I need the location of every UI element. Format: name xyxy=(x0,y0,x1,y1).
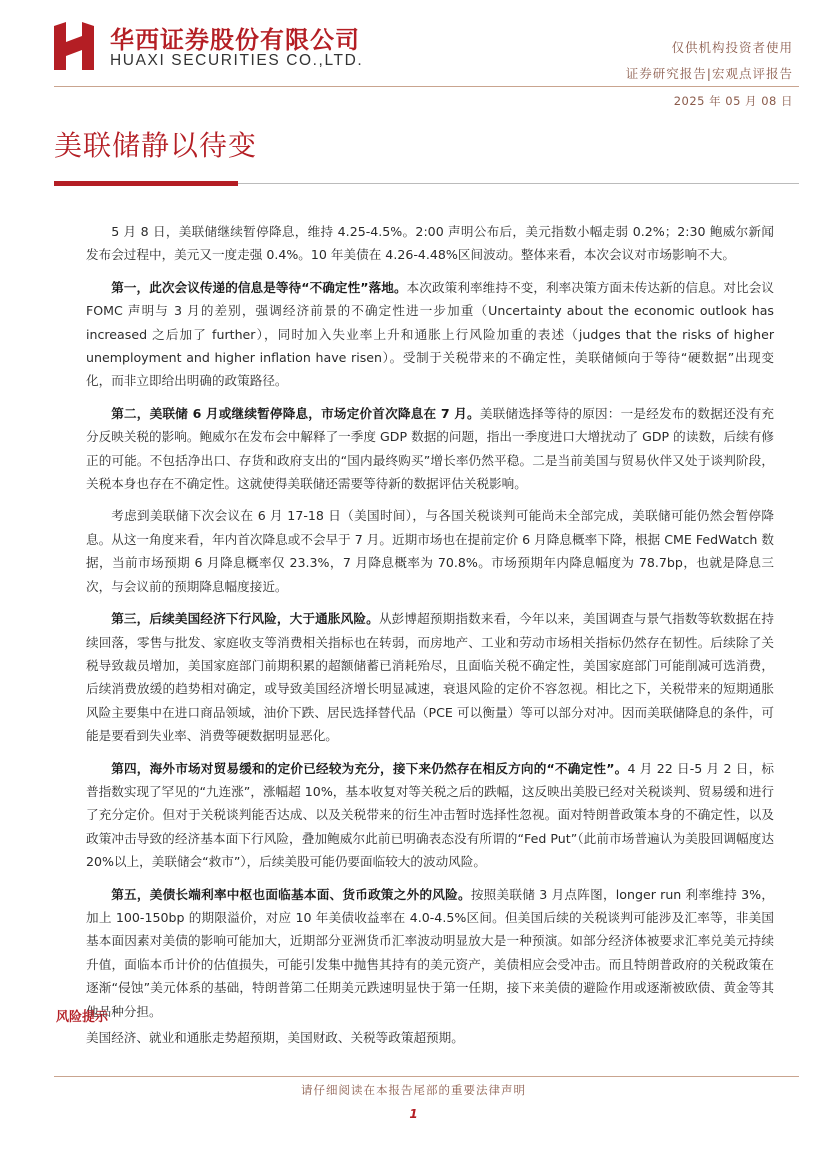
risk-heading: 风险提示 xyxy=(56,1010,109,1025)
paragraph: 5 月 8 日，美联储继续暂停降息，维持 4.25-4.5%。2:00 声明公布后，美元指数小幅走弱 0.2%；2:30 鲍威尔新闻发布会过程中，美元又一度走强 0.4%。10 年美债在 4.26-4.48%区间波动。整体来看，本次会议对市场影响不大。 xyxy=(86,224,774,263)
paragraph: 第三，后续美国经济下行风险，大于通胀风险。从彭博超预期指数来看，今年以来，美国调查与景气指数等软数据在持续回落，零售与批发、家庭收支等消费相关指标也在转弱，而房地产、工业和劳动市场相关指标仍然存在韧性。后续除了关税导致裁员增加，美国家庭部门前期积累的超额储蓄已消耗殆尽，且面临关税不确定性，美国家庭部门可能削减可选消费，后续消费放缓的趋势相对确定，或导致美国经济增长明显减速，衰退风险的定价不容忽视。相比之下，关税带来的短期通胀风险主要集中在进口商品领域，油价下跌、居民选择替代品（PCE 可以衡量）等可以部分对冲。因而美联储降息的条件，可能是要看到失业率、消费等硬数据明显恶化。 xyxy=(86,611,775,744)
company-name-cn: 华西证券股份有限公司 xyxy=(110,25,360,54)
paragraph: 考虑到美联储下次会议在 6 月 17-18 日（美国时间），与各国关税谈判可能尚未全部完成，美联储可能仍然会暂停降息。从这一角度来看，年内首次降息或不会早于 7 月。近期市场也在提前定价 6 月降息概率下降，根据 CME FedWatch 数据，当前市场预期 6 月降息概率仅 23.3%，7 月降息概率为 70.8%。市场预期年内降息幅度为 78.7bp，也就是降息三次，与会议前的预期降息幅度接近。 xyxy=(86,508,774,594)
report-body xyxy=(86,220,774,1032)
paragraph: 第二，美联储 6 月或继续暂停降息，市场定价首次降息在 7 月。美联储选择等待的原因：一是经发布的数据还没有充分反映关税的影响。鲍威尔在发布会中解释了一季度 GDP 数据的问题，指出一季度进口大增扰动了 GDP 的读数，后续有修正的可能。不包括净出口、存货和政府支出的“国内最终购买”增长率仍然平稳。二是当前美国与贸易伙伴又处于谈判阶段，关税本身也存在不确定性。这就使得美联储还需要等待新的数据评估关税影响。 xyxy=(86,405,774,492)
report-title: 美联储静以待变 xyxy=(54,129,258,162)
footer-divider xyxy=(54,1076,799,1077)
header-divider xyxy=(54,86,799,87)
title-underline xyxy=(54,181,799,186)
page-number: 1 xyxy=(409,1107,418,1121)
risk-text: 美国经济、就业和通胀走势超预期，美国财政、关税等政策超预期。 xyxy=(86,1030,464,1045)
company-name-en: HUAXI SECURITIES CO.,LTD. xyxy=(110,52,364,69)
huaxi-logo-icon xyxy=(54,22,94,70)
investor-only-tag: 仅供机构投资者使用 xyxy=(671,40,793,55)
paragraph: 第五，美债长端利率中枢也面临基本面、货币政策之外的风险。按照美联储 3 月点阵图，longer run 利率维持 3%，加上 100-150bp 的期限溢价，对应 10 年美债收益率在 4.0-4.5%区间。但美国后续的关税谈判可能涉及汇率等，非美国基本面因素对美债的影响可能加大，近期部分亚洲货币汇率波动明显放大是一种预演。如部分经济体被要求汇率兑美元持续升值，面临本币计价的估值损失，可能引发集中抛售其持有的美元资产，美债相应会受冲击。而且特朗普政府的关税政策在逐渐“侵蚀”美元体系的基础，特朗普第二任期美元跌速明显快于第一任期，接下来美债的避险作用或逐渐被欧债、黄金等其他品种分担。 xyxy=(86,886,774,1019)
paragraph: 第四，海外市场对贸易缓和的定价已经较为充分，接下来仍然存在相反方向的“不确定性”。4 月 22 日-5 月 2 日，标普指数实现了罕见的“九连涨”，涨幅超 10%，基本收复对等关税之后的跌幅，这反映出美股已经对关税谈判、贸易缓和进行了充分定价。但对于关税谈判能否达成、以及关税带来的衍生冲击暂时选择性忽视。面对特朗普政策本身的不确定性，以及政策冲击导致的经济基本面下行风险，叠加鲍威尔此前已明确表态没有所谓的“Fed Put”（此前市场普遍认为美股回调幅度达 20%以上，美联储会“救市”），后续美股可能仍要面临较大的波动风险。 xyxy=(86,760,774,870)
report-type-tag: 证券研究报告|宏观点评报告 xyxy=(625,66,793,81)
paragraph: 第一，此次会议传递的信息是等待“不确定性”落地。本次政策利率维持不变，利率决策方面未传达新的信息。对比会议 FOMC 声明与 3 月的差别，强调经济前景的不确定性进一步加重（Uncertainty about the economic outlook has increased 之后加了 further），同时加入失业率上升和通胀上行风险加重的表述（judges that the risks of higher unemployment and higher inflation have risen）。受制于关税带来的不确定性，美联储倾向于等待“硬数据”出现变化，而非立即给出明确的政策路径。 xyxy=(86,279,774,389)
report-date: 2025 年 05 月 08 日 xyxy=(673,94,793,108)
legal-notice: 请仔细阅读在本报告尾部的重要法律声明 xyxy=(301,1083,526,1097)
